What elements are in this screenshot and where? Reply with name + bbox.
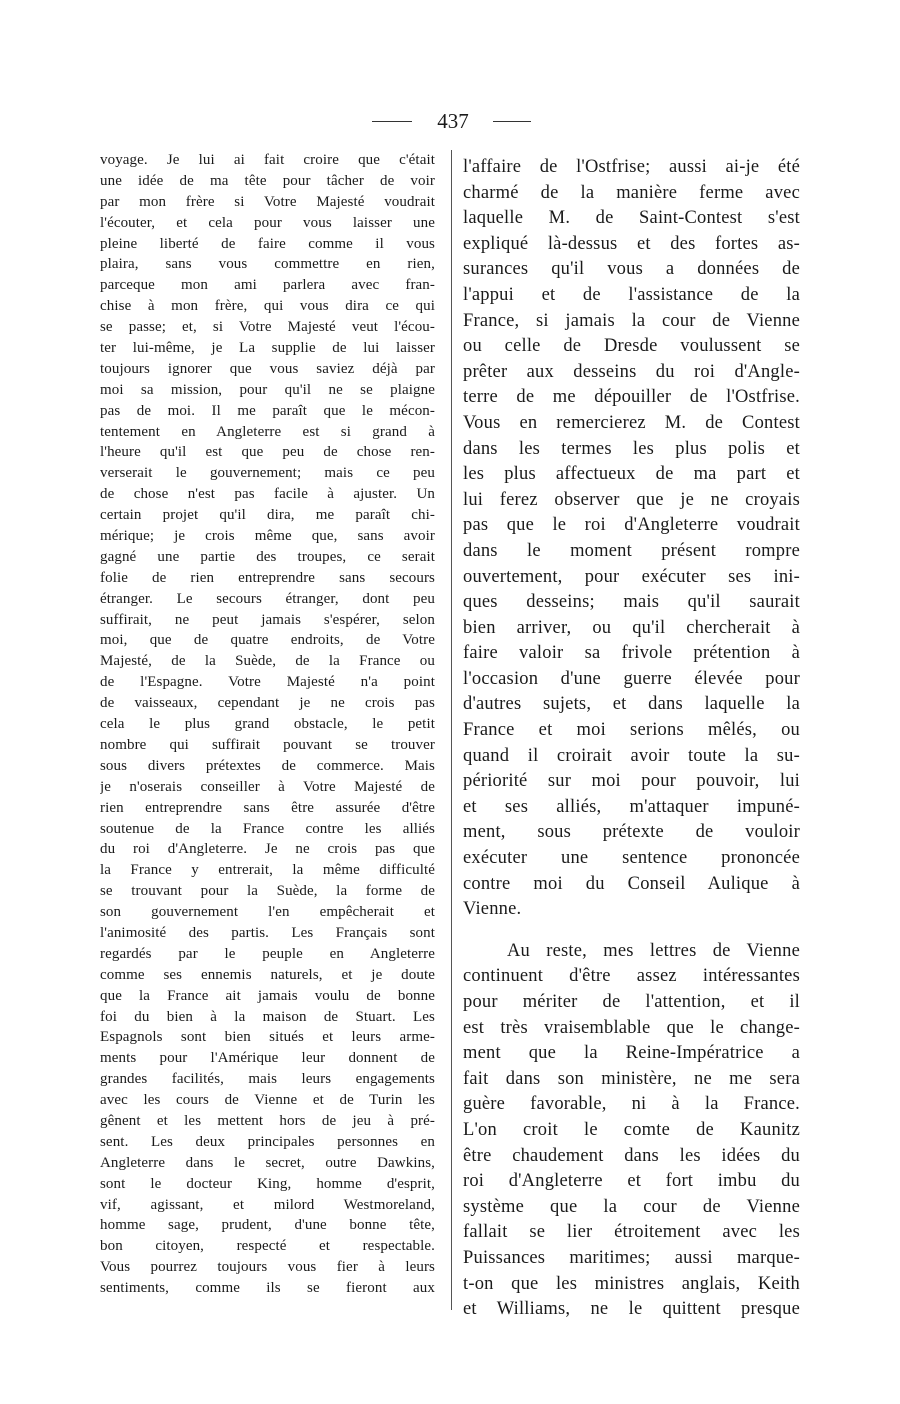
text-line: ment, sous prétexte de vouloir (463, 822, 800, 843)
left-column (100, 150, 435, 1299)
text-line: est très vraisemblable que le change- (463, 1017, 800, 1038)
text-line: comme ses ennemis naturels, et je doute (100, 966, 435, 983)
text-line: faire valoir sa frivole prétention à (463, 643, 800, 664)
text-line: voyage. Je lui ai fait croire que c'était (100, 152, 435, 168)
text-line: périorité sur moi pour pouvoir, lui (463, 771, 800, 792)
header-rule-right (493, 121, 531, 122)
text-line: plaira, sans vous commettre en rien, (100, 256, 435, 273)
text-line: France et moi serions mêlés, ou (463, 720, 800, 741)
text-line: sont le docteur King, homme d'esprit, (100, 1175, 435, 1192)
text-line: étranger. Le secours étranger, dont peu (100, 590, 435, 607)
text-line: l'animosité des partis. Les Français sont (100, 924, 435, 941)
text-line: charmé de la manière ferme avec (463, 182, 800, 203)
text-line: suffirait, ne peut jamais s'espérer, selon (100, 611, 435, 628)
text-line: cela le plus grand obstacle, le petit (100, 716, 435, 733)
text-line: d'autres sujets, et dans laquelle la (463, 694, 800, 715)
right-paragraph-1 (463, 155, 800, 923)
text-line: les plus affectueux de ma part et (463, 464, 800, 485)
text-line: terre de me dépouiller de l'Ostfrise. (463, 387, 800, 408)
text-line: France, si jamais la cour de Vienne (463, 310, 800, 331)
text-line: soutenue de la France contre les alliés (100, 820, 435, 837)
text-line: Vienne. (463, 899, 522, 920)
text-line: pas que le roi d'Angleterre voudrait (463, 515, 800, 536)
text-line: la France y entrerait, la même difficulté (100, 862, 435, 879)
text-line: mérique; je crois même que, sans avoir (100, 528, 435, 545)
text-line: t-on que les ministres anglais, Keith (463, 1273, 800, 1294)
text-line: être chaudement dans les idées du (463, 1145, 800, 1166)
text-line: et Williams, ne le quittent presque (463, 1299, 800, 1320)
text-line: parceque mon ami parlera avec fran- (100, 277, 435, 294)
text-line: par mon frère si Votre Majesté voudrait (100, 193, 435, 210)
text-line: exécuter une sentence prononcée (463, 848, 800, 869)
text-line: l'écouter, et cela pour vous laisser une (100, 214, 435, 231)
text-line: du roi d'Angleterre. Je ne crois pas que (100, 841, 435, 858)
text-line: roi d'Angleterre et fort imbu du (463, 1171, 800, 1192)
text-line: Vous en remercierez M. de Contest (463, 412, 800, 433)
text-line: vif, agissant, et milord Westmoreland, (100, 1196, 435, 1213)
text-line: L'on croit le comte de Kaunitz (463, 1119, 800, 1140)
text-line: gagné une partie des troupes, ce serait (100, 548, 435, 565)
text-line: ter lui-même, je La supplie de lui laisser (100, 340, 435, 357)
text-line: ques desseins; mais qu'il saurait (463, 592, 800, 613)
text-line: bon citoyen, respecté et respectable. (100, 1238, 435, 1255)
text-line: sent. Les deux principales personnes en (100, 1133, 435, 1150)
text-line: moi, que de quatre endroits, de Votre (100, 632, 435, 649)
text-line: pour mériter de l'attention, et il (463, 992, 800, 1012)
column-divider (451, 150, 452, 1310)
text-line: quand il croirait avoir toute la su- (463, 745, 800, 766)
text-line: ments pour l'Amérique leur donnent de (100, 1050, 435, 1067)
right-paragraph-2 (463, 939, 800, 1323)
right-column (463, 155, 800, 1323)
text-line: ment que la Reine-Impératrice a (463, 1043, 800, 1064)
text-line: tentement en Angleterre est si grand à (100, 423, 435, 440)
text-line: lui ferez observer que je ne croyais (463, 489, 800, 510)
page-header (0, 108, 900, 134)
text-line: l'heure qu'il est que peu de chose ren- (100, 444, 435, 461)
text-line: et ses alliés, m'attaquer impuné- (463, 796, 800, 817)
page-number: 437 (437, 109, 469, 133)
text-line: Puissances maritimes; aussi marque- (463, 1247, 800, 1268)
text-line: Angleterre dans le secret, outre Dawkins, (100, 1154, 435, 1171)
text-line: nombre qui suffirait pouvant se trouver (100, 736, 435, 753)
text-line: avec les cours de Vienne et de Turin les (100, 1092, 435, 1109)
text-line: fait dans son ministère, ne me sera (463, 1068, 800, 1089)
text-line: contre moi du Conseil Aulique à (463, 873, 800, 894)
text-line: pleine liberté de faire comme il vous (100, 235, 435, 252)
text-line: ouvertement, pour exécuter ses ini- (463, 566, 800, 587)
text-line: moi sa mission, pour qu'il ne se plaigne (100, 381, 435, 398)
text-line: se passe; et, si Votre Majesté veut l'écou- (100, 319, 435, 336)
text-line: chise à mon frère, qui vous dira ce qui (100, 298, 435, 315)
text-line: continuent d'être assez intéressantes (463, 966, 800, 987)
text-line: foi du bien à la maison de Stuart. Les (100, 1008, 435, 1025)
text-line: homme sage, prudent, d'une bonne tête, (100, 1217, 435, 1234)
text-line: de l'Espagne. Votre Majesté n'a point (100, 674, 435, 691)
text-line: ou celle de Dresde voulussent se (463, 336, 800, 357)
text-line: guère favorable, ni à la France. (463, 1094, 800, 1115)
text-line: système que la cour de Vienne (463, 1196, 800, 1217)
text-line: regardés par le peuple en Angleterre (100, 945, 435, 962)
text-line: bien arriver, ou qu'il chercherait à (463, 617, 800, 638)
text-line: une idée de ma tête pour tâcher de voir (100, 172, 435, 189)
text-line: laquelle M. de Saint-Contest s'est (463, 208, 800, 229)
text-line: l'occasion d'une guerre élevée pour (463, 668, 800, 689)
text-line: de chose n'est pas facile à ajuster. Un (100, 486, 435, 503)
text-line: grandes facilités, mais leurs engagements (100, 1071, 435, 1088)
text-line: dans le moment présent rompre (463, 540, 800, 561)
text-line: sous divers prétextes de commerce. Mais (100, 757, 435, 774)
text-line: l'affaire de l'Ostfrise; aussi ai-je été (463, 157, 800, 177)
text-line: expliqué là-dessus et des fortes as- (463, 233, 800, 254)
text-line: fallait se lier étroitement avec les (463, 1222, 800, 1243)
paragraph-gap (463, 923, 800, 939)
header-rule-left (372, 121, 412, 122)
text-line: gênent et les mettent hors de jeu à pré- (100, 1112, 435, 1129)
text-line: Au reste, mes lettres de Vienne (507, 940, 800, 961)
text-line: Espagnols sont bien situés et leurs arme- (100, 1029, 435, 1046)
text-line: prêter aux desseins du roi d'Angle- (463, 361, 800, 382)
text-line: je n'oserais conseiller à Votre Majesté de (100, 778, 435, 795)
text-line: folie de rien entreprendre sans secours (100, 569, 435, 586)
text-line: de vaisseaux, cependant je ne crois pas (100, 695, 435, 712)
text-line: Majesté, de la Suède, de la France ou (100, 653, 435, 670)
text-line: l'appui et de l'assistance de la (463, 284, 800, 305)
text-line: son gouvernement l'en empêcherait et (100, 904, 435, 921)
text-line: se trouvant pour la Suède, la forme de (100, 883, 435, 900)
text-line: verserait le gouvernement; mais ce peu (100, 465, 435, 482)
text-line: certain projet qu'il dira, me paraît chi- (100, 507, 435, 524)
text-line: pas de moi. Il me paraît que le mécon- (100, 402, 435, 419)
text-line: surances qu'il vous a données de (463, 259, 800, 280)
text-line: toujours ignorer que vous saviez déjà par (100, 360, 435, 377)
text-line: dans les termes les plus polis et (463, 438, 800, 459)
text-line: sentiments, comme ils se fieront aux (100, 1280, 435, 1297)
text-line: rien entreprendre sans être assurée d'être (100, 799, 435, 816)
text-line: Vous pourrez toujours vous fier à leurs (100, 1259, 435, 1276)
text-line: que la France ait jamais voulu de bonne (100, 987, 435, 1004)
